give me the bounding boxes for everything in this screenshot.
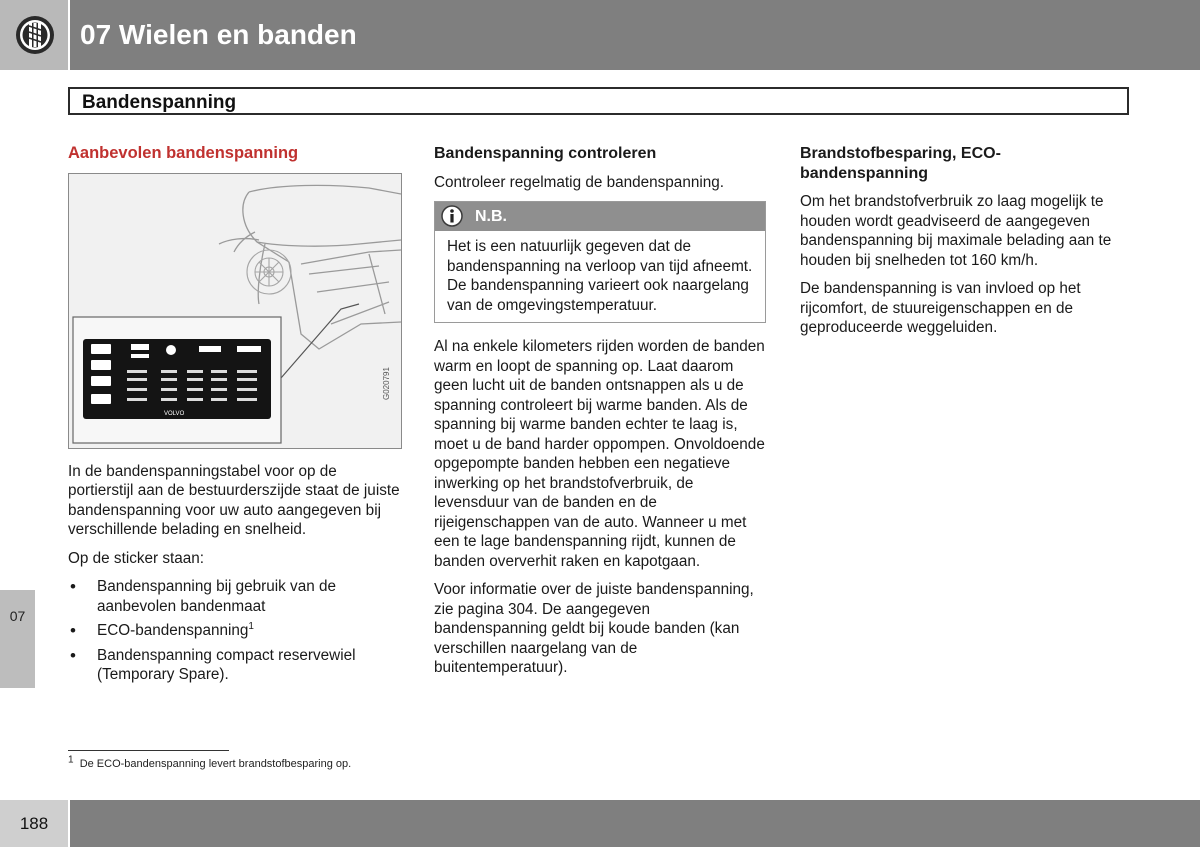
note-box — [434, 201, 766, 323]
chapter-side-tab — [0, 590, 35, 688]
car-door-pillar-illustration — [69, 174, 401, 448]
footnote-text: De ECO-bandenspanning levert brandstofbesparing op. — [79, 758, 352, 770]
check-pressure-intro: Controleer regelmatig de bandenspanning. — [434, 173, 724, 191]
footer-page-box — [0, 800, 68, 847]
sticker-intro: Op de sticker staan: — [68, 549, 205, 567]
list-item — [68, 577, 402, 616]
sticker-contents-list — [68, 577, 402, 685]
eco-paragraph-1: Om het brandstofverbruik zo laag mogelijk te houden wordt geadviseerd de aangegeven bandenspanning bij maximale belading aan te houden bij snelheden tot 160 km/h. — [800, 193, 1112, 269]
footnote — [68, 754, 352, 770]
chapter-icon-box — [0, 0, 68, 70]
section-heading-box — [68, 87, 1129, 115]
side-tab-label: 07 — [9, 608, 26, 624]
list-item-text: Bandenspanning bij gebruik van de aanbevolen bandenmaat — [97, 578, 336, 615]
note-header — [435, 202, 765, 231]
footnote-marker: 1 — [68, 754, 74, 766]
tire-pressure-sticker-figure — [68, 173, 402, 449]
eco-paragraph-2: De bandenspanning is van invloed op het rijcomfort, de stuureigenschappen en de geproduceerde weggeluiden. — [800, 280, 1081, 336]
note-title: N.B. — [475, 208, 507, 225]
check-pressure-heading: Bandenspanning controleren — [434, 145, 657, 162]
recommended-pressure-heading: Aanbevolen bandenspanning — [68, 144, 299, 162]
list-item-text: ECO-bandenspanning — [97, 622, 249, 639]
tire-icon — [14, 14, 56, 56]
info-icon — [441, 205, 463, 227]
list-item — [68, 646, 402, 685]
page-number: 188 — [19, 814, 49, 833]
eco-pressure-heading: Brandstofbesparing, ECO-bandenspanning — [800, 145, 1001, 182]
warm-tires-paragraph: Al na enkele kilometers rijden worden de banden warm en loopt de spanning op. Laat daarom geen lucht uit de banden ontsnappen als u de spanning controleert bij warme banden. Als de spanning bij warme banden echter te laag is, moet u de band harder oppompen. Onvoldoende opgepompte banden hebben een negatieve inwerking op het brandstofverbruik, de levensduur van de banden en de rijeigenschappen van de auto. Wanneer u met een te lage bandenspanning rijdt, kunnen de banden oververhit raken en kapotgaan. — [434, 338, 765, 570]
pressure-table-paragraph: In de bandenspanningstabel voor op de portierstijl aan de bestuurderszijde staat de juiste bandenspanning voor uw auto aangegeven bij verschillende belading en snelheid. — [68, 462, 400, 538]
pressure-reference-paragraph: Voor informatie over de juiste bandenspanning, zie pagina 304. De aangegeven bandenspanning geldt bij koude banden (kan verschillen naargelang van de buitentemperatuur). — [434, 581, 754, 676]
footer-bar — [70, 800, 1200, 847]
footnote-divider — [68, 750, 229, 751]
footnote-reference: 1 — [248, 620, 254, 632]
list-item — [68, 621, 402, 641]
figure-code: G020791 — [382, 366, 391, 400]
column-eco-pressure — [800, 144, 1134, 347]
sticker-brand: VOLVO — [164, 410, 185, 417]
note-text: Het is een natuurlijk gegeven dat de bandenspanning na verloop van tijd afneemt. De bandenspanning varieert ook naargelang van de omgevingstemperatuur. — [447, 238, 753, 314]
chapter-title: 07 Wielen en banden — [80, 19, 357, 50]
column-recommended-pressure — [68, 144, 402, 690]
column-check-pressure — [434, 144, 766, 687]
section-title: Bandenspanning — [82, 92, 237, 113]
list-item-text: Bandenspanning compact reservewiel (Temporary Spare). — [97, 646, 356, 683]
